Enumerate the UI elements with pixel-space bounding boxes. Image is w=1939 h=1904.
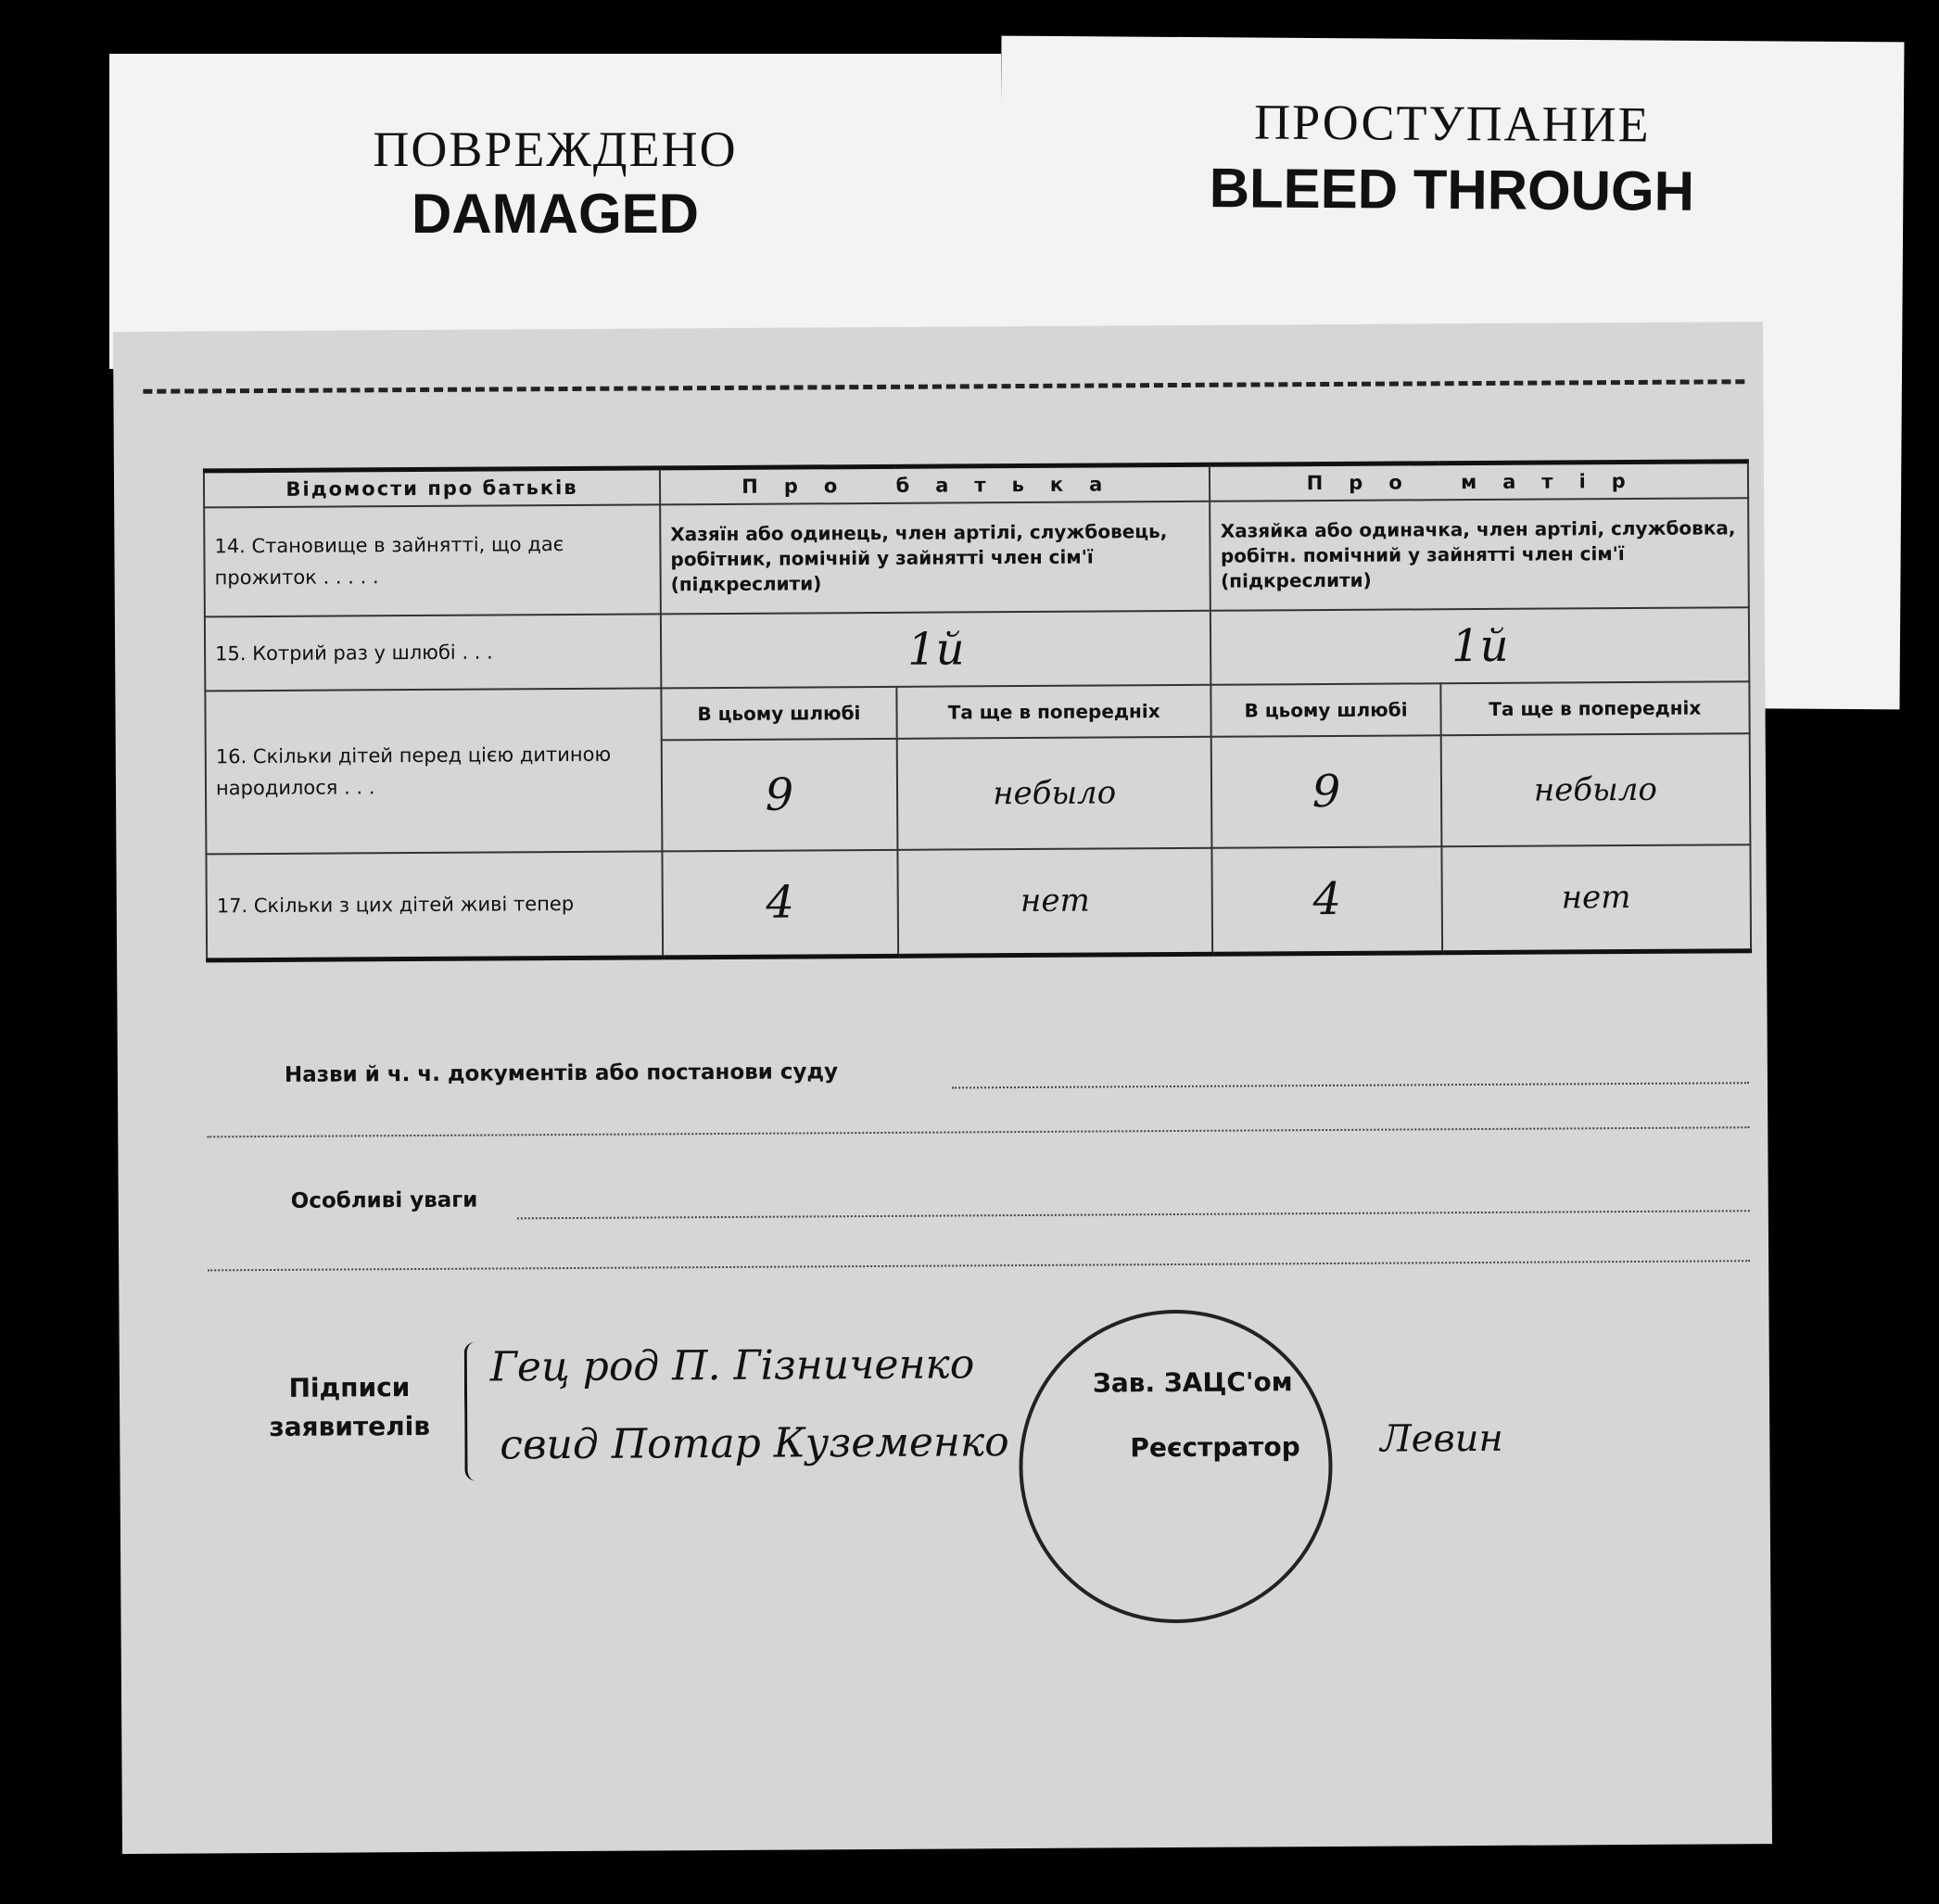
signature-witness: свид Потар Куземенко bbox=[500, 1418, 1009, 1469]
row15-mother: 1й bbox=[1210, 607, 1749, 685]
row15-label: 15. Котрий раз у шлюбі . . . bbox=[205, 614, 661, 691]
row17-mother-prev: нет bbox=[1441, 844, 1751, 952]
row16-mother-prev: небыло bbox=[1440, 733, 1750, 846]
row16-mother-this: 9 bbox=[1211, 735, 1441, 848]
damaged-en: DAMAGED bbox=[412, 183, 699, 245]
damaged-card bbox=[109, 54, 1001, 369]
col-header-father: Про батька bbox=[660, 464, 1210, 504]
row14-father: Хазяїн або одинець, член артілі, службовець, робітник, помічній у зайнятті член сім'ї (підкреслити) bbox=[660, 501, 1210, 615]
documents-line bbox=[952, 1082, 1749, 1088]
row17-father-this: 4 bbox=[662, 850, 897, 958]
row16-label: 16. Скільки дітей перед цією дитиною народилося . . . bbox=[205, 688, 662, 854]
row17-label: 17. Скільки з цих дітей живі тепер bbox=[206, 851, 663, 959]
subhdr-mother-this: В цьому шлюбі bbox=[1211, 683, 1441, 737]
row16-father-this: 9 bbox=[662, 739, 897, 852]
tear-line bbox=[143, 379, 1744, 394]
row17-father-prev: нет bbox=[897, 848, 1212, 956]
documents-label: Назви й ч. ч. документів або постанови суду bbox=[284, 1060, 839, 1087]
signature-father: Гец род П. Гізниченко bbox=[489, 1340, 975, 1391]
remarks-line-2 bbox=[208, 1260, 1750, 1271]
bleed-ru: ПРОСТУПАНИЕ bbox=[1253, 94, 1651, 153]
registrar-label: Реєстратор bbox=[1130, 1431, 1300, 1464]
bleed-en: BLEED THROUGH bbox=[1209, 157, 1695, 222]
form-sheet bbox=[113, 322, 1772, 1854]
damaged-ru: ПОВРЕЖДЕНО bbox=[373, 121, 738, 177]
remarks-label: Особливі уваги bbox=[290, 1187, 478, 1213]
signature-brace bbox=[464, 1342, 483, 1481]
row16-father-prev: небыло bbox=[896, 737, 1211, 850]
subhdr-father-prev: Та ще в попередніх bbox=[896, 685, 1211, 739]
row14-label: 14. Становище в зайнятті, що дає прожиток . . . . . bbox=[204, 504, 661, 616]
subhdr-mother-prev: Та ще в попередніх bbox=[1440, 681, 1750, 735]
row15-father: 1й bbox=[661, 611, 1211, 689]
documents-line-2 bbox=[207, 1126, 1749, 1137]
row17-mother-this: 4 bbox=[1212, 846, 1442, 954]
signatures-label: Підписи заявителів bbox=[269, 1372, 431, 1442]
head-zags-label: Зав. ЗАЦС'ом bbox=[1092, 1366, 1293, 1399]
col-header-info: Відомости про батьків bbox=[204, 468, 660, 508]
registrar-signature: Левин bbox=[1380, 1416, 1503, 1461]
remarks-line bbox=[517, 1210, 1750, 1219]
parents-table bbox=[203, 459, 1752, 962]
col-header-mother: Про матір bbox=[1210, 462, 1748, 501]
row14-mother: Хазяйка або одиначка, член артілі, службовка, робітн. помічний у зайнятті член сім'ї (підкреслити) bbox=[1210, 498, 1749, 611]
subhdr-father-this: В цьому шлюбі bbox=[661, 687, 896, 741]
